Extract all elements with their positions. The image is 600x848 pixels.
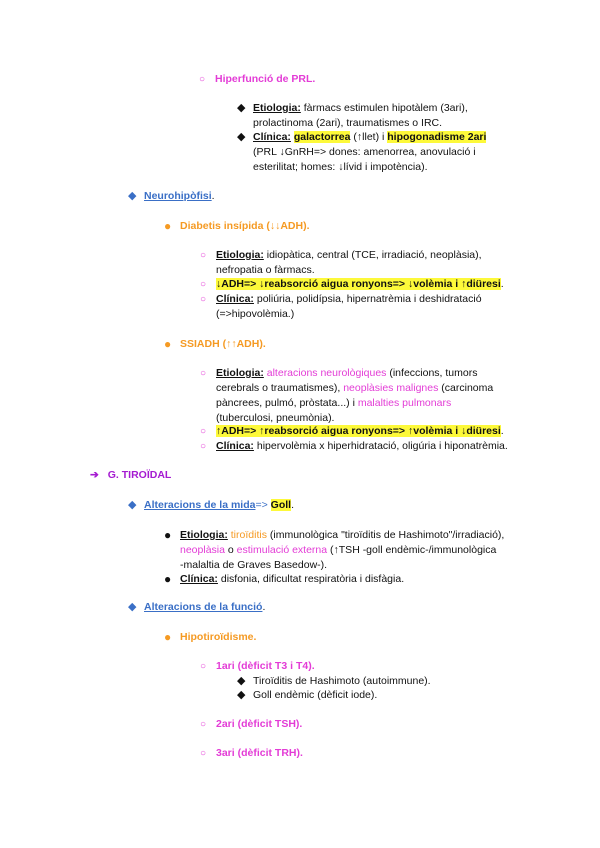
subsection-title: 2ari (dèficit TSH). <box>216 718 303 730</box>
highlight-text: neoplàsies malignes <box>343 382 439 394</box>
highlight-text: estimulació externa <box>236 544 328 556</box>
diamond-bullet-icon: ◆ <box>237 689 246 701</box>
diamond-bullet-icon: ◆ <box>237 131 246 143</box>
etiologia-label: Etiologia: <box>253 102 301 114</box>
list-item-etiologia <box>200 248 536 278</box>
section-title[interactable]: Alteracions de la mida <box>144 499 256 511</box>
etiologia-label: Etiologia: <box>216 249 264 261</box>
list-item-2ari <box>200 717 303 732</box>
circle-bullet-icon: ○ <box>200 279 207 290</box>
section-title: Hipotiroïdisme. <box>180 631 257 643</box>
section-funcio <box>128 600 266 615</box>
text: disfonia, dificultat respiratòria i disfàgia. <box>217 573 405 585</box>
clinica-label: Clínica: <box>216 440 254 452</box>
text: . <box>291 499 294 511</box>
circle-bullet-icon: ○ <box>199 74 206 85</box>
section-title: Hiperfunció de PRL. <box>215 73 316 85</box>
highlight-text: ↓ADH=> ↓reabsorció aigua ronyons=> ↓volèmia i ↑diüresi <box>216 278 501 290</box>
list-item-etiologia <box>164 528 530 573</box>
highlight-text: hipogonadisme 2ari <box>387 131 487 143</box>
text: nefropatia o fàrmacs. <box>216 264 315 276</box>
circle-bullet-icon: ○ <box>200 661 207 672</box>
text: pàncrees, pulmó, pròstata...) i <box>216 397 358 409</box>
etiologia-label: Etiologia: <box>180 529 228 541</box>
clinica-label: Clínica: <box>253 131 291 143</box>
list-item <box>237 674 431 689</box>
diamond-bullet-icon: ◆ <box>128 601 137 613</box>
circle-bullet-icon: ○ <box>200 441 207 452</box>
clinica-label: Clínica: <box>216 293 254 305</box>
text: -malaltia de Graves Basedow-). <box>180 559 328 571</box>
list-item-clinica <box>237 130 553 175</box>
section-hipotiroidisme <box>164 630 257 645</box>
text: . <box>500 278 504 290</box>
section-title[interactable]: Alteracions de la funció <box>144 601 263 613</box>
highlight-text: neoplàsia <box>180 544 225 556</box>
section-title: SSIADH (↑↑ADH). <box>180 338 266 350</box>
list-item-clinica <box>200 439 556 454</box>
etiologia-label: Etiologia: <box>216 367 264 379</box>
highlight-text: Goll <box>270 499 292 511</box>
arrow-right-icon: ➔ <box>90 469 99 481</box>
section-title: Diabetis insípida (↓↓ADH). <box>180 220 310 232</box>
text: . <box>211 190 215 202</box>
diamond-bullet-icon: ◆ <box>237 102 246 114</box>
section-mida <box>128 498 294 513</box>
circle-bullet-icon: ○ <box>200 250 207 261</box>
text: (↑llet) i <box>350 131 388 143</box>
list-item-1ari <box>200 659 315 674</box>
text: idiopàtica, central (TCE, irradiació, neoplàsia), <box>263 249 482 261</box>
text: hipervolèmia x hiperhidratació, oligúria i hiponatrèmia. <box>253 440 508 452</box>
text: Tiroïditis de Hashimoto (autoimmune). <box>253 675 431 687</box>
list-item <box>237 688 378 703</box>
dot-bullet-icon: ● <box>164 337 172 351</box>
text: Goll endèmic (dèficit iode). <box>253 689 378 701</box>
text: => <box>255 499 271 511</box>
text: poliúria, polidípsia, hipernatrèmia i deshidratació <box>253 293 482 305</box>
list-item-clinica <box>164 572 530 587</box>
section-title: G. TIROÏDAL <box>107 469 172 481</box>
section-tiroidal <box>90 468 171 483</box>
section-diabetis <box>164 219 310 234</box>
text: prolactinoma (2ari), traumatismes o IRC. <box>253 117 443 129</box>
diamond-bullet-icon: ◆ <box>128 499 137 511</box>
highlight-text: ↑ADH=> ↑reabsorció aigua ronyons=> ↑volèmia i ↓diüresi <box>216 425 501 437</box>
text: cerebrals o traumatismes), <box>216 382 344 394</box>
text: (PRL ↓GnRH=> dones: amenorrea, anovulació i <box>253 146 476 158</box>
circle-bullet-icon: ○ <box>200 426 207 437</box>
section-neurohipofisi <box>128 189 215 204</box>
section-siadh <box>164 337 266 352</box>
clinica-label: Clínica: <box>180 573 218 585</box>
circle-bullet-icon: ○ <box>200 294 207 305</box>
dot-bullet-icon: ● <box>164 630 172 644</box>
text: esterilitat; homes: ↓lívid i impotència). <box>253 161 428 173</box>
section-hiperfuncio-prl <box>199 72 316 87</box>
circle-bullet-icon: ○ <box>200 368 207 379</box>
list-item-clinica <box>200 292 536 322</box>
diamond-bullet-icon: ◆ <box>237 675 246 687</box>
text: (tuberculosi, pneumònia). <box>216 412 335 424</box>
circle-bullet-icon: ○ <box>200 748 207 759</box>
list-item-mechanism <box>200 277 546 292</box>
subsection-title: 3ari (dèficit TRH). <box>216 747 303 759</box>
dot-bullet-icon: ● <box>164 572 172 586</box>
text: fàrmacs estimulen hipotàlem (3ari), <box>300 102 468 114</box>
text: (infeccions, tumors <box>386 367 478 379</box>
diamond-bullet-icon: ◆ <box>128 190 137 202</box>
circle-bullet-icon: ○ <box>200 719 207 730</box>
text: (immunològica "tiroïditis de Hashimoto"/irradiació), <box>266 529 505 541</box>
dot-bullet-icon: ● <box>164 528 172 542</box>
list-item-etiologia <box>237 101 553 131</box>
text: o <box>224 544 237 556</box>
text: (=>hipovolèmia.) <box>216 308 295 320</box>
dot-bullet-icon: ● <box>164 219 172 233</box>
list-item-mechanism <box>200 424 556 439</box>
subsection-title: 1ari (dèficit T3 i T4). <box>216 660 315 672</box>
highlight-text: galactorrea <box>293 131 351 143</box>
highlight-text: alteracions neurològiques <box>263 367 387 379</box>
section-title[interactable]: Neurohipòfisi <box>144 190 212 202</box>
text: (↑TSH -goll endèmic-/immunològica <box>327 544 497 556</box>
text: (carcinoma <box>438 382 494 394</box>
highlight-text: malalties pulmonars <box>357 397 452 409</box>
text: . <box>500 425 504 437</box>
list-item-3ari <box>200 746 303 761</box>
list-item-etiologia <box>200 366 546 426</box>
text: . <box>262 601 266 613</box>
highlight-text: tiroïditis <box>230 529 267 541</box>
